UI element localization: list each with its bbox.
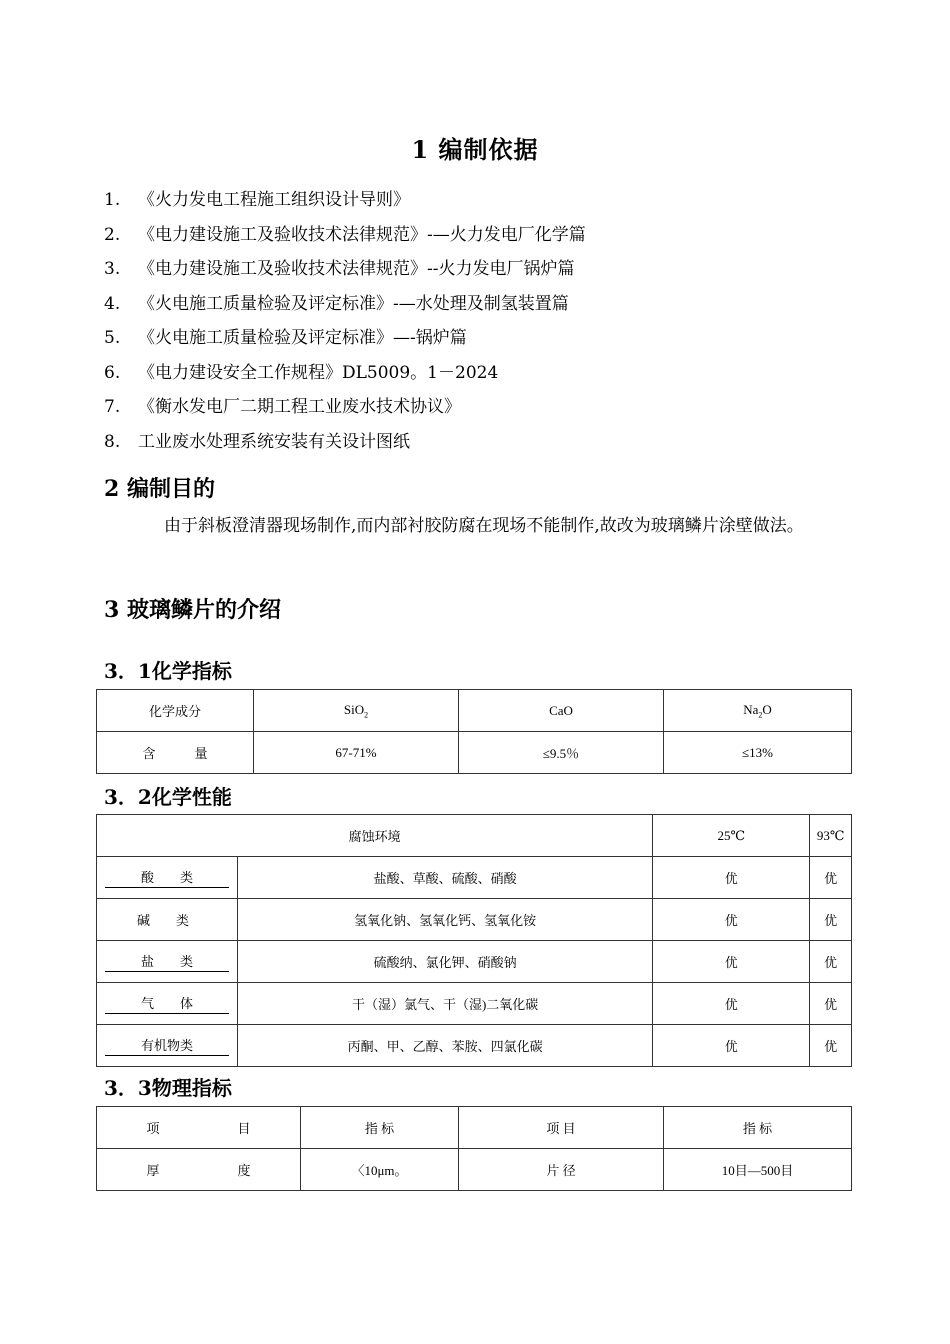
- list-item: [104, 290, 586, 325]
- table-cell: 优: [653, 857, 810, 899]
- list-item: [104, 393, 586, 428]
- chemical-performance-table: [96, 814, 852, 1067]
- table-cell: 10目—500目: [664, 1149, 852, 1191]
- table-cell: 厚 度: [97, 1149, 301, 1191]
- list-item-number: 4.: [104, 293, 121, 314]
- table-cell: 含 量: [97, 732, 254, 774]
- list-item: [104, 359, 586, 394]
- table-cell: ≤9.5％: [459, 732, 664, 774]
- table-cell: 腐蚀环境: [97, 815, 653, 857]
- table-cell: 优: [810, 899, 852, 941]
- table-cell: 优: [810, 1025, 852, 1067]
- table-row: [97, 1149, 852, 1191]
- list-item-text: 《衡水发电厂二期工程工业废水技术协议》: [138, 397, 461, 417]
- table-cell: 93℃: [810, 815, 852, 857]
- physical-index-table: [96, 1106, 852, 1191]
- list-item-text: 《电力建设施工及验收技术法律规范》-—火力发电厂化学篇: [138, 224, 586, 245]
- table-cell: 指 标: [664, 1107, 852, 1149]
- table-cell: [97, 899, 238, 941]
- table-cell: [97, 941, 238, 983]
- table-row: [97, 1025, 852, 1067]
- table-cell: 硫酸纳、氯化钾、硝酸钠: [238, 941, 653, 983]
- formula-subscript: 2: [364, 710, 369, 720]
- table-cell: 优: [653, 941, 810, 983]
- list-item: [104, 324, 586, 359]
- category-label: 气 体: [105, 993, 229, 1014]
- list-item-text: 工业废水处理系统安装有关设计图纸: [138, 431, 410, 452]
- table-cell: 指 标: [301, 1107, 459, 1149]
- table-row: [97, 732, 852, 774]
- subsection-3-3-title: 3．3物理指标: [104, 1076, 232, 1100]
- table-cell: 项 目: [97, 1107, 301, 1149]
- list-item-number: 3.: [104, 259, 121, 279]
- table-cell: 优: [653, 983, 810, 1025]
- subsection-3-1-title: 3．1化学指标: [104, 659, 232, 683]
- table-cell: 项 目: [459, 1107, 664, 1149]
- table-row: [97, 690, 852, 732]
- list-item-number: 2.: [104, 224, 121, 245]
- table-row: [97, 983, 852, 1025]
- formula-tail: O: [762, 701, 772, 717]
- section2-paragraph: 由于斜板澄清器现场制作,而内部衬胶防腐在现场不能制作,故改为玻璃鳞片涂壁做法。: [164, 516, 804, 536]
- category-label: 酸 类: [105, 867, 229, 888]
- list-item-text: 《电力建设安全工作规程》DL5009。1－2024: [138, 362, 499, 383]
- table-cell: 氢氧化钠、氢氧化钙、氢氧化铵: [238, 899, 653, 941]
- table-cell: 化学成分: [97, 690, 254, 732]
- list-item: [104, 221, 586, 256]
- list-item-text: 《火力发电工程施工组织设计导则》: [138, 190, 410, 210]
- table-cell: [97, 857, 238, 899]
- table-row: [97, 1107, 852, 1149]
- table-cell: 优: [810, 941, 852, 983]
- list-item: [104, 255, 586, 290]
- formula-subscript: 2: [758, 710, 763, 720]
- table-cell: 盐酸、草酸、硫酸、硝酸: [238, 857, 653, 899]
- table-cell: 优: [653, 1025, 810, 1067]
- table-row: [97, 815, 852, 857]
- table-cell: [254, 690, 459, 732]
- table-cell: 片 径: [459, 1149, 664, 1191]
- list-item-text: 《火电施工质量检验及评定标准》—-锅炉篇: [138, 328, 467, 348]
- table-row: [97, 941, 852, 983]
- list-item-number: 7.: [104, 397, 121, 417]
- section1-title: 1 编制依据: [411, 135, 539, 164]
- table-cell: CaO: [459, 690, 664, 732]
- table-row: [97, 857, 852, 899]
- subsection-3-2-title: 3．2化学性能: [104, 785, 232, 809]
- list-item-number: 1.: [104, 190, 121, 210]
- table-cell: 〈10μm。: [301, 1149, 459, 1191]
- table-cell: 25℃: [653, 815, 810, 857]
- table-cell: [97, 1025, 238, 1067]
- table-row: [97, 899, 852, 941]
- table-cell: 优: [653, 899, 810, 941]
- formula-base: Na: [743, 701, 759, 717]
- section3-title: 3 玻璃鳞片的介绍: [104, 597, 281, 623]
- reference-list: [104, 186, 586, 462]
- table-cell: 丙酮、甲、乙醇、苯胺、四氯化碳: [238, 1025, 653, 1067]
- table-cell: 干（湿）氯气、干（湿)二氧化碳: [238, 983, 653, 1025]
- table-cell: [97, 983, 238, 1025]
- table-cell: [664, 690, 852, 732]
- list-item-number: 5.: [104, 328, 121, 348]
- table-cell: ≤13%: [664, 732, 852, 774]
- table-cell: 优: [810, 983, 852, 1025]
- list-item-text: 《火电施工质量检验及评定标准》-—水处理及制氢装置篇: [138, 293, 569, 314]
- category-label: 盐 类: [105, 951, 229, 972]
- list-item-number: 6.: [104, 362, 121, 383]
- list-item-number: 8.: [104, 431, 121, 452]
- category-label: 碱 类: [136, 913, 189, 928]
- list-item: [104, 428, 586, 463]
- list-item: [104, 186, 586, 221]
- list-item-text: 《电力建设施工及验收技术法律规范》--火力发电厂锅炉篇: [138, 259, 575, 279]
- chemical-index-table: [96, 689, 852, 774]
- table-cell: 67-71%: [254, 732, 459, 774]
- category-label: 有机物类: [105, 1035, 229, 1056]
- table-cell: 优: [810, 857, 852, 899]
- section2-title: 2 编制目的: [104, 476, 215, 502]
- formula-base: SiO: [343, 701, 365, 717]
